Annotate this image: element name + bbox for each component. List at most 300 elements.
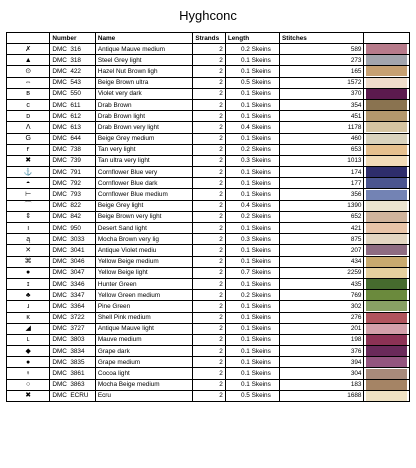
strands-cell: 2 <box>193 122 226 133</box>
number-cell <box>50 390 96 401</box>
name-cell: Violet very dark <box>95 88 193 99</box>
strands-cell: 2 <box>193 323 226 334</box>
number-cell <box>50 178 96 189</box>
color-swatch-cell <box>364 133 410 144</box>
length-quantity: 0.1 <box>240 381 250 389</box>
length-quantity: 0.2 <box>240 45 250 53</box>
color-swatch <box>366 100 407 110</box>
brand-label: DMC <box>52 56 67 64</box>
brand-label: DMC <box>52 90 67 98</box>
color-swatch-cell <box>364 278 410 289</box>
symbol-cell: ⚓ <box>7 167 50 178</box>
brand-label: DMC <box>52 101 67 109</box>
length-unit: Skeins <box>251 213 271 221</box>
length-quantity: 0.2 <box>240 291 250 299</box>
brand-label: DMC <box>52 112 67 120</box>
color-swatch <box>366 55 407 65</box>
length-cell <box>225 122 279 133</box>
number-cell <box>50 133 96 144</box>
number-cell <box>50 111 96 122</box>
length-cell <box>225 278 279 289</box>
length-unit: Skeins <box>251 135 271 143</box>
table-row <box>7 99 410 110</box>
thread-number: 3046 <box>70 258 85 266</box>
stitches-cell: 354 <box>279 99 364 110</box>
length-quantity: 0.1 <box>240 135 250 143</box>
color-swatch-cell <box>364 44 410 55</box>
length-unit: Skeins <box>251 325 271 333</box>
table-row <box>7 111 410 122</box>
length-quantity: 0.4 <box>240 123 250 131</box>
length-cell <box>225 323 279 334</box>
length-cell <box>225 290 279 301</box>
strands-cell: 2 <box>193 66 226 77</box>
number-cell <box>50 189 96 200</box>
thread-number: 791 <box>70 168 81 176</box>
stitches-cell: 2259 <box>279 267 364 278</box>
length-cell <box>225 357 279 368</box>
length-cell <box>225 234 279 245</box>
length-quantity: 0.1 <box>240 314 250 322</box>
name-cell: Beige Brown ultra <box>95 77 193 88</box>
color-swatch-cell <box>364 66 410 77</box>
table-row <box>7 66 410 77</box>
strands-cell: 2 <box>193 379 226 390</box>
length-cell <box>225 155 279 166</box>
table-row <box>7 290 410 301</box>
strands-cell: 2 <box>193 133 226 144</box>
header-strands: Strands <box>193 33 226 44</box>
color-swatch-cell <box>364 290 410 301</box>
strands-cell: 2 <box>193 211 226 222</box>
number-cell <box>50 267 96 278</box>
stitches-cell: 653 <box>279 144 364 155</box>
number-cell <box>50 122 96 133</box>
length-cell <box>225 44 279 55</box>
number-cell <box>50 323 96 334</box>
brand-label: DMC <box>52 79 67 87</box>
number-cell <box>50 223 96 234</box>
brand-label: DMC <box>52 336 67 344</box>
table-row <box>7 312 410 323</box>
color-swatch-cell <box>364 88 410 99</box>
length-cell <box>225 55 279 66</box>
length-cell <box>225 111 279 122</box>
thread-number: 422 <box>70 67 81 75</box>
length-cell <box>225 66 279 77</box>
strands-cell: 2 <box>193 189 226 200</box>
length-quantity: 0.3 <box>240 157 250 165</box>
symbol-cell: ғ <box>7 144 50 155</box>
length-cell <box>225 133 279 144</box>
length-cell <box>225 211 279 222</box>
table-row <box>7 368 410 379</box>
brand-label: DMC <box>52 381 67 389</box>
thread-number: 950 <box>70 224 81 232</box>
length-cell <box>225 178 279 189</box>
length-cell <box>225 301 279 312</box>
length-quantity: 0.1 <box>240 246 250 254</box>
length-unit: Skeins <box>251 202 271 210</box>
stitches-cell: 174 <box>279 167 364 178</box>
table-row <box>7 55 410 66</box>
color-swatch <box>366 111 407 121</box>
symbol-cell: ✕ <box>7 245 50 256</box>
brand-label: DMC <box>52 224 67 232</box>
stitches-cell: 376 <box>279 346 364 357</box>
color-swatch <box>366 89 407 99</box>
symbol-cell: ♀ <box>7 368 50 379</box>
color-swatch-cell <box>364 312 410 323</box>
table-row <box>7 211 410 222</box>
length-quantity: 0.1 <box>240 358 250 366</box>
color-swatch <box>366 369 407 379</box>
strands-cell: 2 <box>193 256 226 267</box>
table-row <box>7 77 410 88</box>
stitches-cell: 435 <box>279 278 364 289</box>
color-swatch <box>366 380 407 390</box>
color-swatch-cell <box>364 178 410 189</box>
length-cell <box>225 245 279 256</box>
color-swatch <box>366 212 407 222</box>
table-row <box>7 88 410 99</box>
number-cell <box>50 346 96 357</box>
name-cell: Cornflower Blue medium <box>95 189 193 200</box>
stitches-cell: 198 <box>279 334 364 345</box>
symbol-cell: ▲ <box>7 55 50 66</box>
name-cell: Beige Brown very light <box>95 211 193 222</box>
length-quantity: 0.1 <box>240 302 250 310</box>
name-cell: Beige Grey light <box>95 200 193 211</box>
name-cell: Desert Sand light <box>95 223 193 234</box>
name-cell: Mocha Beige medium <box>95 379 193 390</box>
length-unit: Skeins <box>251 112 271 120</box>
table-row <box>7 334 410 345</box>
color-swatch <box>366 357 407 367</box>
length-quantity: 0.1 <box>240 224 250 232</box>
color-swatch <box>366 66 407 76</box>
number-cell <box>50 301 96 312</box>
header-swatch <box>364 33 410 44</box>
symbol-cell: ◓ <box>7 178 50 189</box>
length-unit: Skeins <box>251 90 271 98</box>
length-cell <box>225 144 279 155</box>
brand-label: DMC <box>52 146 67 154</box>
strands-cell: 2 <box>193 155 226 166</box>
name-cell: Cornflower Blue very <box>95 167 193 178</box>
color-swatch <box>366 190 407 200</box>
number-cell <box>50 66 96 77</box>
name-cell: Tan very light <box>95 144 193 155</box>
brand-label: DMC <box>52 258 67 266</box>
table-row <box>7 323 410 334</box>
strands-cell: 2 <box>193 390 226 401</box>
strands-cell: 2 <box>193 77 226 88</box>
stitches-cell: 207 <box>279 245 364 256</box>
symbol-cell: ą <box>7 234 50 245</box>
symbol-cell: ʟ <box>7 334 50 345</box>
stitches-cell: 183 <box>279 379 364 390</box>
table-row <box>7 379 410 390</box>
thread-number: 318 <box>70 56 81 64</box>
number-cell <box>50 379 96 390</box>
color-swatch <box>366 301 407 311</box>
length-unit: Skeins <box>251 224 271 232</box>
symbol-cell: ᴅ <box>7 111 50 122</box>
color-swatch <box>366 268 407 278</box>
color-swatch <box>366 290 407 300</box>
color-swatch <box>366 134 407 144</box>
thread-table <box>6 32 410 402</box>
name-cell: Antique Mauve medium <box>95 44 193 55</box>
name-cell: Drab Brown <box>95 99 193 110</box>
number-cell <box>50 368 96 379</box>
color-swatch <box>366 156 407 166</box>
number-cell <box>50 144 96 155</box>
thread-number: 3346 <box>70 280 85 288</box>
color-swatch <box>366 178 407 188</box>
color-swatch-cell <box>364 379 410 390</box>
stitches-cell: 460 <box>279 133 364 144</box>
page-title: Hyghconc <box>179 8 237 23</box>
name-cell: Tan ultra very light <box>95 155 193 166</box>
length-cell <box>225 368 279 379</box>
length-quantity: 0.1 <box>240 325 250 333</box>
brand-label: DMC <box>52 123 67 131</box>
table-row <box>7 256 410 267</box>
thread-number: 3047 <box>70 269 85 277</box>
symbol-cell: ✗ <box>7 44 50 55</box>
stitches-cell: 177 <box>279 178 364 189</box>
length-quantity: 0.4 <box>240 202 250 210</box>
symbol-cell: ʙ <box>7 88 50 99</box>
thread-number: ECRU <box>70 392 89 400</box>
stitches-cell: 875 <box>279 234 364 245</box>
number-cell <box>50 312 96 323</box>
brand-label: DMC <box>52 269 67 277</box>
number-cell <box>50 334 96 345</box>
color-swatch-cell <box>364 267 410 278</box>
number-cell <box>50 211 96 222</box>
symbol-cell: ɪ <box>7 278 50 289</box>
symbol-cell: ◢ <box>7 323 50 334</box>
stitches-cell: 1572 <box>279 77 364 88</box>
length-unit: Skeins <box>251 392 271 400</box>
header-length: Length <box>225 33 279 44</box>
color-swatch-cell <box>364 122 410 133</box>
table-row <box>7 223 410 234</box>
symbol-cell: ⇕ <box>7 211 50 222</box>
color-swatch-cell <box>364 111 410 122</box>
strands-cell: 2 <box>193 267 226 278</box>
table-row <box>7 346 410 357</box>
color-swatch <box>366 313 407 323</box>
color-swatch-cell <box>364 167 410 178</box>
length-quantity: 0.2 <box>240 213 250 221</box>
name-cell: Cornflower Blue dark <box>95 178 193 189</box>
number-cell <box>50 44 96 55</box>
length-quantity: 0.1 <box>240 101 250 109</box>
color-swatch <box>366 44 407 54</box>
length-quantity: 0.2 <box>240 146 250 154</box>
length-unit: Skeins <box>251 358 271 366</box>
strands-cell: 2 <box>193 178 226 189</box>
symbol-cell: ◆ <box>7 346 50 357</box>
brand-label: DMC <box>52 246 67 254</box>
color-swatch-cell <box>364 223 410 234</box>
table-row <box>7 390 410 401</box>
color-swatch <box>366 201 407 211</box>
name-cell: Grape dark <box>95 346 193 357</box>
number-cell <box>50 278 96 289</box>
length-unit: Skeins <box>251 168 271 176</box>
thread-number: 3861 <box>70 370 85 378</box>
thread-number: 3834 <box>70 347 85 355</box>
symbol-cell: ⇔ <box>7 77 50 88</box>
stitches-cell: 356 <box>279 189 364 200</box>
strands-cell: 2 <box>193 234 226 245</box>
color-swatch-cell <box>364 346 410 357</box>
brand-label: DMC <box>52 45 67 53</box>
name-cell: Antique Mauve light <box>95 323 193 334</box>
thread-number: 613 <box>70 123 81 131</box>
length-quantity: 0.1 <box>240 179 250 187</box>
length-quantity: 0.1 <box>240 67 250 75</box>
table-row <box>7 133 410 144</box>
table-row <box>7 189 410 200</box>
symbol-cell: ɹ <box>7 301 50 312</box>
strands-cell: 2 <box>193 301 226 312</box>
brand-label: DMC <box>52 213 67 221</box>
thread-number: 612 <box>70 112 81 120</box>
number-cell <box>50 88 96 99</box>
brand-label: DMC <box>52 235 67 243</box>
stitches-cell: 394 <box>279 357 364 368</box>
strands-cell: 2 <box>193 278 226 289</box>
number-cell <box>50 290 96 301</box>
color-swatch-cell <box>364 77 410 88</box>
symbol-cell: ♣ <box>7 290 50 301</box>
number-cell <box>50 55 96 66</box>
stitches-cell: 769 <box>279 290 364 301</box>
color-swatch-cell <box>364 368 410 379</box>
stitches-cell: 652 <box>279 211 364 222</box>
color-swatch <box>366 391 407 401</box>
name-cell: Hazel Nut Brown ligh <box>95 66 193 77</box>
brand-label: DMC <box>52 325 67 333</box>
color-swatch <box>366 346 407 356</box>
thread-number: 644 <box>70 135 81 143</box>
brand-label: DMC <box>52 168 67 176</box>
length-cell <box>225 88 279 99</box>
brand-label: DMC <box>52 291 67 299</box>
thread-number: 3033 <box>70 235 85 243</box>
length-cell <box>225 334 279 345</box>
color-swatch-cell <box>364 245 410 256</box>
length-quantity: 0.1 <box>240 90 250 98</box>
thread-number: 316 <box>70 45 81 53</box>
length-quantity: 0.3 <box>240 235 250 243</box>
color-swatch-cell <box>364 357 410 368</box>
color-swatch <box>366 257 407 267</box>
number-cell <box>50 155 96 166</box>
thread-number: 3364 <box>70 302 85 310</box>
length-quantity: 0.1 <box>240 56 250 64</box>
color-swatch-cell <box>364 334 410 345</box>
thread-number: 792 <box>70 179 81 187</box>
symbol-cell: ● <box>7 267 50 278</box>
number-cell <box>50 357 96 368</box>
color-swatch-cell <box>364 200 410 211</box>
table-row <box>7 122 410 133</box>
length-quantity: 0.1 <box>240 370 250 378</box>
thread-number: 793 <box>70 191 81 199</box>
header-symbol <box>7 33 50 44</box>
length-unit: Skeins <box>251 246 271 254</box>
symbol-cell: ○ <box>7 379 50 390</box>
symbol-cell: ᴄ <box>7 99 50 110</box>
stitches-cell: 451 <box>279 111 364 122</box>
brand-label: DMC <box>52 392 67 400</box>
thread-number: 3727 <box>70 325 85 333</box>
table-row <box>7 178 410 189</box>
number-cell <box>50 256 96 267</box>
stitches-cell: 165 <box>279 66 364 77</box>
name-cell: Shell Pink medium <box>95 312 193 323</box>
length-unit: Skeins <box>251 179 271 187</box>
color-swatch <box>366 145 407 155</box>
color-swatch <box>366 167 407 177</box>
length-unit: Skeins <box>251 347 271 355</box>
color-swatch <box>366 324 407 334</box>
number-cell <box>50 200 96 211</box>
brand-label: DMC <box>52 202 67 210</box>
thread-number: 738 <box>70 146 81 154</box>
table-row <box>7 267 410 278</box>
length-unit: Skeins <box>251 269 271 277</box>
color-swatch <box>366 335 407 345</box>
table-row <box>7 278 410 289</box>
brand-label: DMC <box>52 370 67 378</box>
thread-number: 3863 <box>70 381 85 389</box>
table-row <box>7 245 410 256</box>
strands-cell: 2 <box>193 99 226 110</box>
length-unit: Skeins <box>251 302 271 310</box>
length-unit: Skeins <box>251 157 271 165</box>
length-quantity: 0.1 <box>240 347 250 355</box>
color-swatch-cell <box>364 211 410 222</box>
color-swatch-cell <box>364 55 410 66</box>
color-swatch-cell <box>364 144 410 155</box>
stitches-cell: 201 <box>279 323 364 334</box>
length-unit: Skeins <box>251 67 271 75</box>
stitches-cell: 1390 <box>279 200 364 211</box>
thread-number: 3347 <box>70 291 85 299</box>
brand-label: DMC <box>52 157 67 165</box>
name-cell: Steel Grey light <box>95 55 193 66</box>
length-cell <box>225 200 279 211</box>
strands-cell: 2 <box>193 368 226 379</box>
name-cell: Yellow Beige light <box>95 267 193 278</box>
length-quantity: 0.5 <box>240 392 250 400</box>
table-header-row <box>7 33 410 44</box>
thread-number: 550 <box>70 90 81 98</box>
length-quantity: 0.1 <box>240 336 250 344</box>
name-cell: Yellow Green medium <box>95 290 193 301</box>
number-cell <box>50 245 96 256</box>
brand-label: DMC <box>52 179 67 187</box>
symbol-cell: ✖ <box>7 390 50 401</box>
